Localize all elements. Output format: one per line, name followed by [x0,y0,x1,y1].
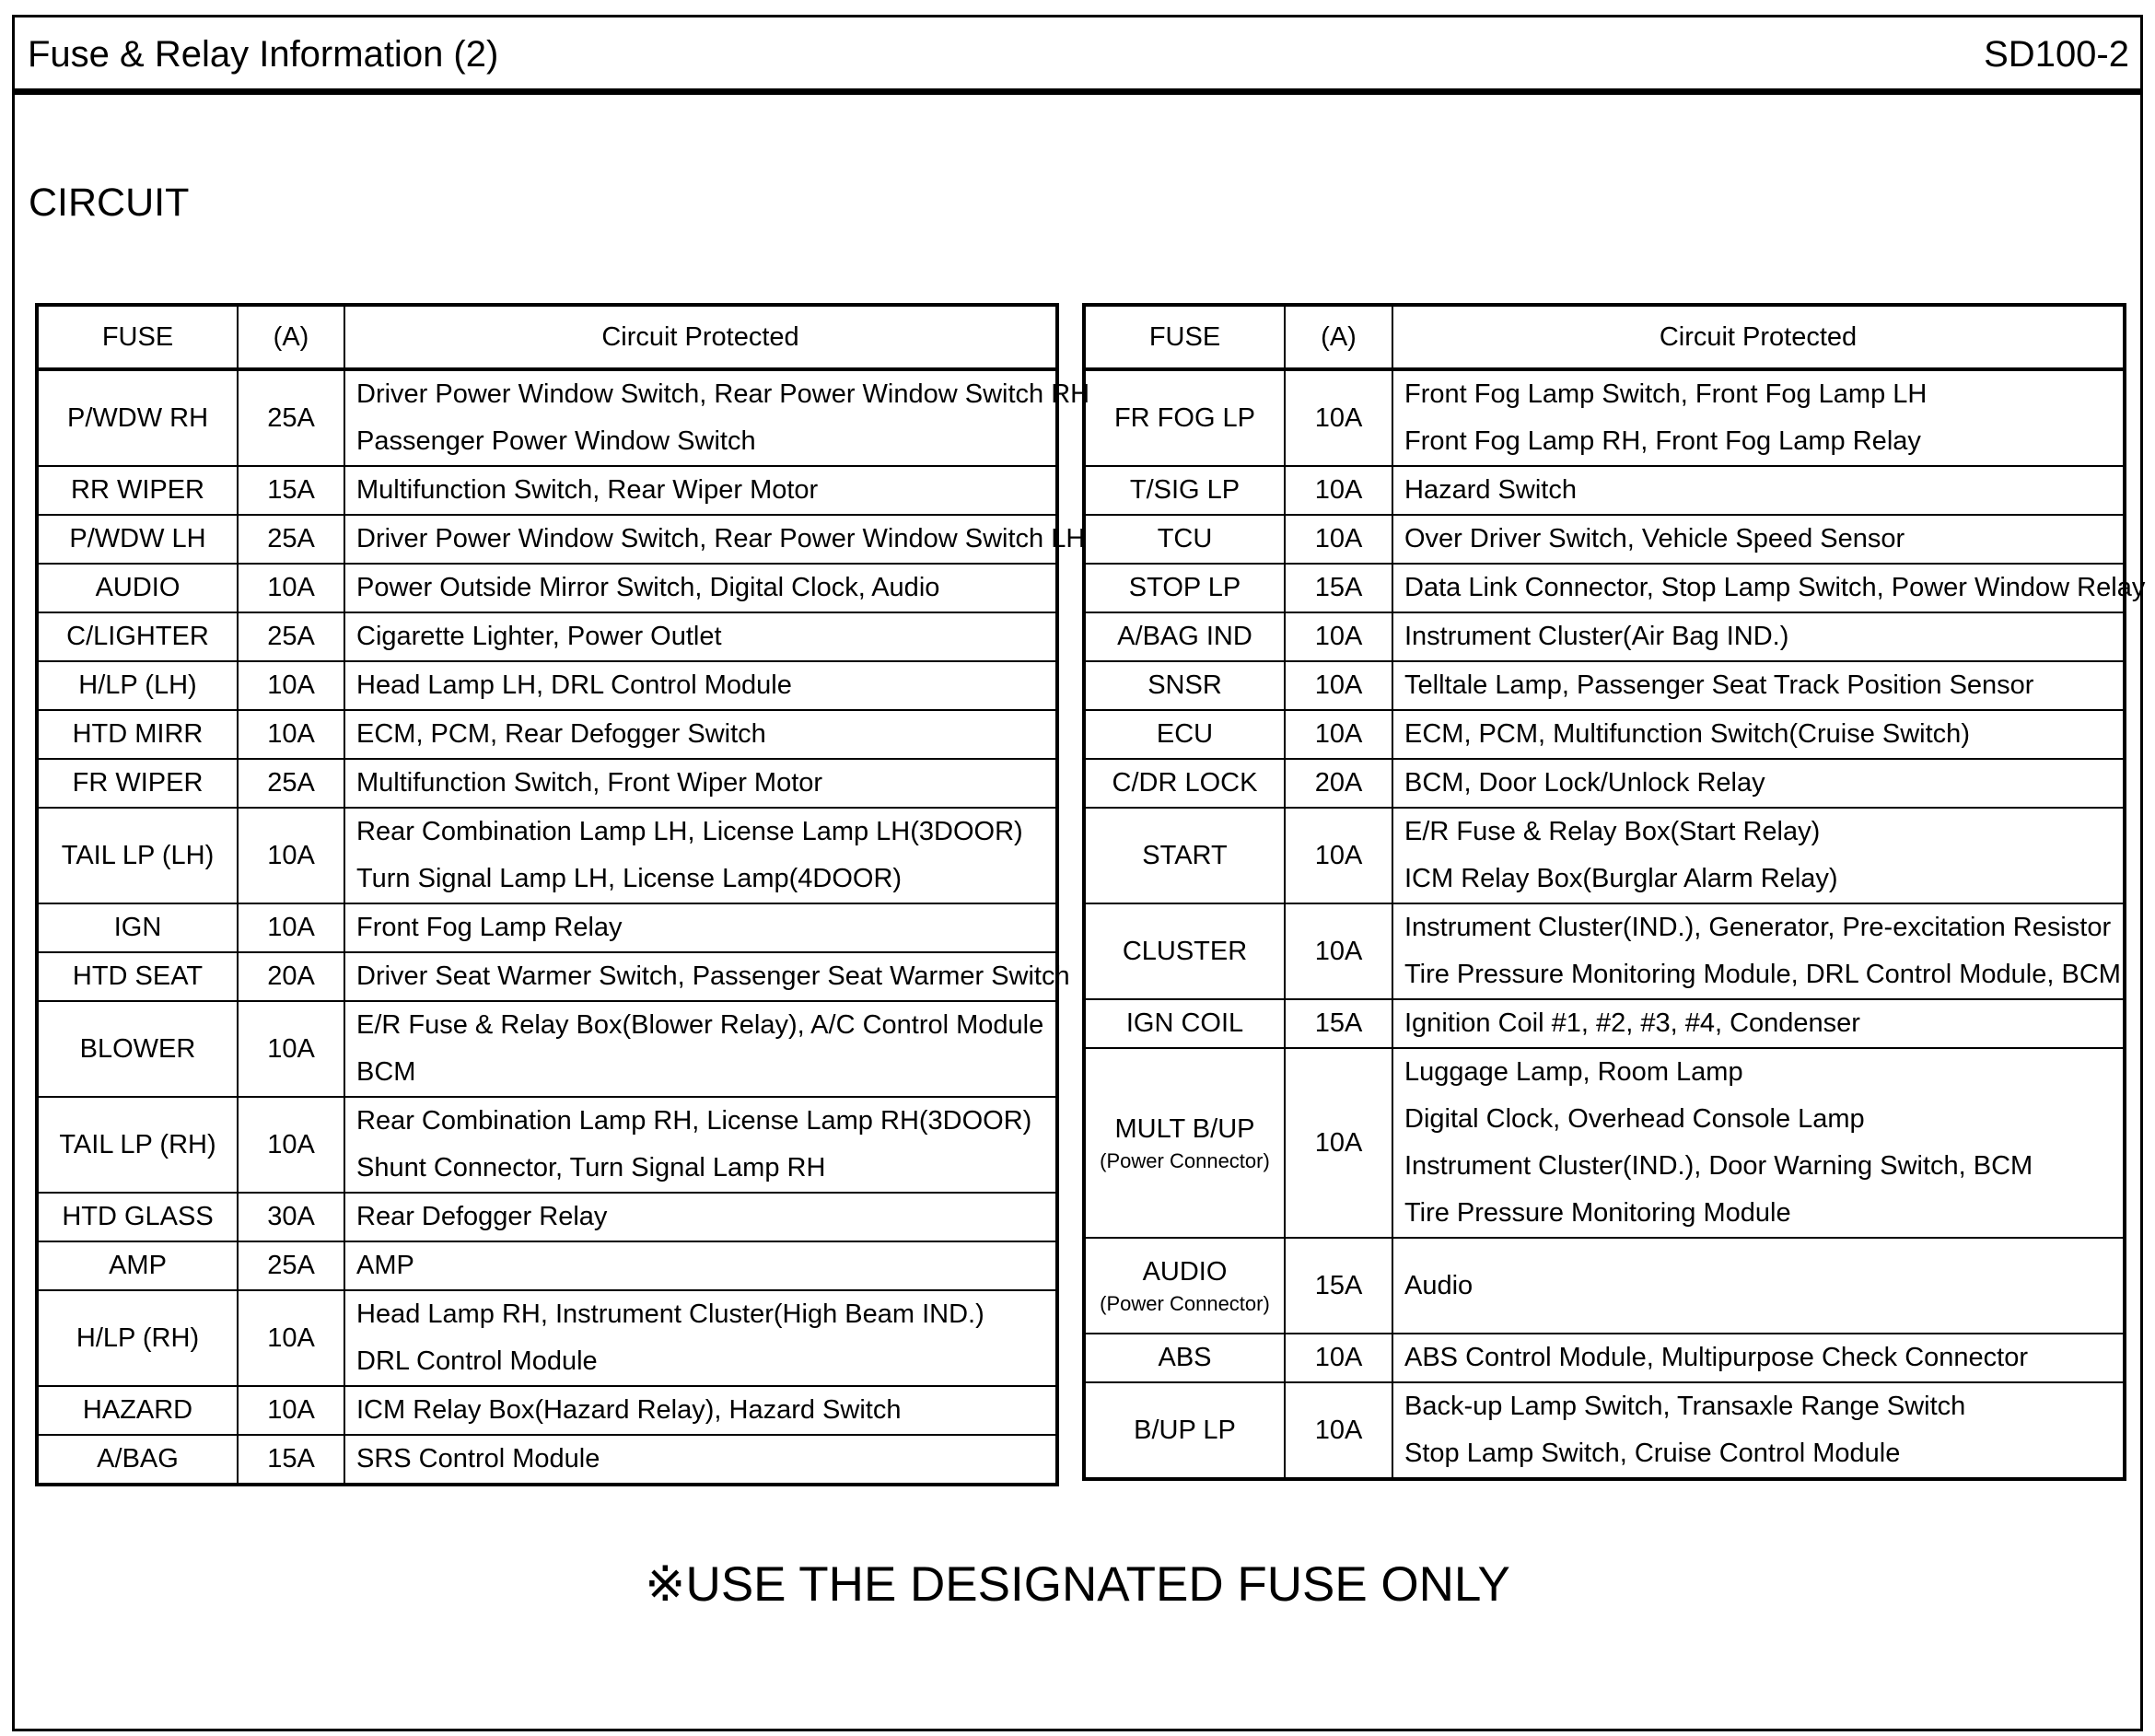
page-code: SD100-2 [1984,34,2129,75]
table-row [1084,808,2125,903]
circuit-line: Multifunction Switch, Rear Wiper Motor [356,475,819,505]
table-row [37,1435,1057,1485]
fuse-name: FR FOG LP [1113,402,1256,433]
fuse-name-cell [37,1001,238,1097]
column-header-fuse: FUSE [37,305,238,369]
fuse-name-cell [37,1435,238,1485]
table-header-row [1084,305,2125,369]
fuse-name: H/LP (RH) [76,1322,200,1353]
fuse-name-cell [1084,515,1285,564]
circuit-line: Driver Seat Warmer Switch, Passenger Seat Warmer Switch [356,961,1070,991]
fuse-name: AUDIO [1142,1257,1228,1287]
fuse-amps-cell: 20A [238,952,344,1001]
fuse-amps-cell: 10A [238,808,344,903]
circuit-protected-cell [344,903,1057,952]
column-header-circuit: Circuit Protected [1392,305,2125,369]
fuse-amps-cell: 10A [1285,710,1392,759]
table-row [37,466,1057,515]
circuit-line: Over Driver Switch, Vehicle Speed Sensor [1404,524,1905,553]
circuit-line: Instrument Cluster(IND.), Door Warning Switch, BCM [1404,1151,2033,1181]
fuse-amps-cell: 10A [1285,369,1392,466]
fuse-name-cell [37,564,238,612]
fuse-name-cell [1084,808,1285,903]
circuit-protected-cell [344,759,1057,808]
fuse-name: MULT B/UP [1114,1114,1255,1144]
circuit-line: Rear Combination Lamp LH, License Lamp LH(3DOOR) [356,817,1023,846]
fuse-name: HAZARD [82,1395,193,1425]
fuse-name-cell [37,466,238,515]
fuse-amps-cell: 10A [1285,466,1392,515]
table-row [1084,903,2125,999]
circuit-line: Ignition Coil #1, #2, #3, #4, Condenser [1404,1008,1860,1038]
fuse-name-cell [37,369,238,466]
fuse-amps-cell: 10A [238,1097,344,1193]
fuse-name-cell [1084,1048,1285,1238]
circuit-line: AMP [356,1251,414,1280]
table-row [1084,1048,2125,1238]
circuit-protected-cell [344,1386,1057,1435]
circuit-protected-cell [1392,369,2125,466]
circuit-protected-cell [1392,1382,2125,1479]
fuse-amps-cell: 15A [238,1435,344,1485]
circuit-line: Front Fog Lamp Relay [356,913,623,942]
circuit-line: Front Fog Lamp RH, Front Fog Lamp Relay [1404,426,1921,456]
fuse-name: ECU [1156,719,1214,749]
fuse-name-cell [37,1290,238,1386]
fuse-amps-cell: 25A [238,515,344,564]
fuse-amps-cell: 25A [238,612,344,661]
circuit-line: ICM Relay Box(Hazard Relay), Hazard Switch [356,1395,902,1425]
circuit-line: Front Fog Lamp Switch, Front Fog Lamp LH [1404,379,1928,409]
fuse-amps-cell: 15A [1285,1238,1392,1334]
table-row [1084,369,2125,466]
fuse-name-cell [37,759,238,808]
circuit-line: Rear Defogger Relay [356,1202,608,1231]
table-row [1084,759,2125,808]
fuse-name-cell [37,1386,238,1435]
fuse-amps-cell: 10A [238,710,344,759]
fuse-note: ※USE THE DESIGNATED FUSE ONLY [645,1557,1510,1612]
table-row [37,1386,1057,1435]
fuse-name-cell [1084,661,1285,710]
circuit-protected-cell [1392,710,2125,759]
circuit-line: Back-up Lamp Switch, Transaxle Range Switch [1404,1392,1966,1421]
circuit-line: Hazard Switch [1404,475,1577,505]
fuse-name: HTD GLASS [62,1202,214,1231]
column-header-circuit: Circuit Protected [344,305,1057,369]
fuse-name: HTD MIRR [72,719,204,749]
circuit-line: Cigarette Lighter, Power Outlet [356,622,722,651]
fuse-name-cell [37,808,238,903]
fuse-amps-cell: 10A [238,1290,344,1386]
fuse-amps-cell: 25A [238,369,344,466]
column-header-amps: (A) [1285,305,1392,369]
circuit-protected-cell [1392,612,2125,661]
fuse-table-left-body [37,369,1090,1485]
circuit-line: Driver Power Window Switch, Rear Power Window Switch RH [356,379,1090,409]
fuse-name-cell [37,1241,238,1290]
fuse-name: IGN [113,913,162,942]
circuit-line: Tire Pressure Monitoring Module, DRL Control Module, BCM [1404,960,2121,989]
circuit-protected-cell [344,1001,1057,1097]
table-row [37,1001,1057,1097]
fuse-amps-cell: 10A [238,903,344,952]
circuit-protected-cell [344,710,1057,759]
circuit-protected-cell [344,466,1057,515]
circuit-line: E/R Fuse & Relay Box(Blower Relay), A/C Control Module [356,1010,1044,1040]
circuit-protected-cell [344,612,1057,661]
page-title: Fuse & Relay Information (2) [28,34,499,75]
table-row [1084,1382,2125,1479]
fuse-name-cell [1084,759,1285,808]
table-row [37,1290,1057,1386]
circuit-line: Audio [1404,1270,1474,1300]
circuit-protected-cell [1392,1238,2125,1334]
fuse-name-cell [37,515,238,564]
table-row [37,903,1057,952]
fuse-amps-cell: 10A [1285,612,1392,661]
circuit-protected-cell [1392,999,2125,1048]
fuse-name: AMP [109,1251,167,1280]
circuit-protected-cell [344,515,1086,564]
fuse-name-cell [1084,903,1285,999]
circuit-protected-cell [344,1193,1057,1241]
table-row [37,661,1057,710]
circuit-protected-cell [344,1290,1057,1386]
circuit-protected-cell [1392,661,2125,710]
table-row [37,1097,1057,1193]
fuse-amps-cell: 10A [1285,1382,1392,1479]
circuit-line: Shunt Connector, Turn Signal Lamp RH [356,1153,826,1183]
fuse-name: FR WIPER [72,768,204,798]
fuse-subtitle: (Power Connector) [1100,1292,1270,1315]
fuse-name: C/LIGHTER [66,622,209,651]
fuse-name: STOP LP [1128,573,1241,602]
circuit-line: Telltale Lamp, Passenger Seat Track Position Sensor [1404,670,2034,700]
fuse-amps-cell: 25A [238,759,344,808]
circuit-protected-cell [344,808,1057,903]
fuse-amps-cell: 10A [238,1001,344,1097]
fuse-name: HTD SEAT [72,961,204,991]
circuit-protected-cell [344,952,1070,1001]
circuit-protected-cell [1392,564,2146,612]
fuse-name: C/DR LOCK [1112,768,1258,798]
circuit-protected-cell [344,564,1057,612]
table-row [37,759,1057,808]
circuit-line: Passenger Power Window Switch [356,426,756,456]
section-title: CIRCUIT [29,181,190,225]
column-header-fuse: FUSE [1084,305,1285,369]
circuit-line: Digital Clock, Overhead Console Lamp [1404,1104,1865,1134]
circuit-line: E/R Fuse & Relay Box(Start Relay) [1404,817,1821,846]
fuse-subtitle: (Power Connector) [1100,1149,1270,1172]
fuse-name-cell [1084,369,1285,466]
fuse-amps-cell: 10A [1285,903,1392,999]
fuse-name: BLOWER [79,1033,196,1064]
fuse-amps-cell: 10A [238,661,344,710]
fuse-name-cell [1084,999,1285,1048]
fuse-name: B/UP LP [1134,1415,1236,1445]
fuse-name-cell [1084,466,1285,515]
circuit-line: ECM, PCM, Rear Defogger Switch [356,719,766,749]
fuse-name-cell [1084,1382,1285,1479]
circuit-line: Instrument Cluster(Air Bag IND.) [1404,622,1789,651]
circuit-protected-cell [1392,1334,2125,1382]
circuit-protected-cell [1392,1048,2125,1238]
fuse-name-cell [37,1097,238,1193]
fuse-name-cell [37,1193,238,1241]
circuit-line: Stop Lamp Switch, Cruise Control Module [1404,1439,1901,1468]
circuit-line: Turn Signal Lamp LH, License Lamp(4DOOR) [356,864,903,893]
circuit-line: ABS Control Module, Multipurpose Check Connector [1404,1343,2028,1372]
circuit-protected-cell [1392,466,2125,515]
fuse-name: P/WDW LH [69,524,206,553]
fuse-name-cell [37,661,238,710]
circuit-line: Head Lamp RH, Instrument Cluster(High Beam IND.) [356,1299,984,1329]
table-row [1084,661,2125,710]
circuit-protected-cell [344,1241,1057,1290]
circuit-line: BCM, Door Lock/Unlock Relay [1404,768,1765,798]
fuse-name: START [1142,840,1228,870]
fuse-name: TAIL LP (LH) [61,840,215,870]
table-row [37,1241,1057,1290]
fuse-name: AUDIO [95,573,181,602]
circuit-line: Rear Combination Lamp RH, License Lamp RH(3DOOR) [356,1106,1032,1136]
fuse-table-right [1082,303,2146,1481]
fuse-name: A/BAG [97,1444,179,1474]
circuit-line: Head Lamp LH, DRL Control Module [356,670,792,700]
table-row [37,564,1057,612]
fuse-amps-cell: 10A [1285,1334,1392,1382]
circuit-protected-cell [1392,759,2125,808]
fuse-name-cell [1084,564,1285,612]
fuse-table-right-body [1084,369,2146,1479]
table-header-row [37,305,1057,369]
fuse-amps-cell: 10A [1285,808,1392,903]
circuit-protected-cell [344,1097,1057,1193]
table-row [37,612,1057,661]
fuse-amps-cell: 10A [238,1386,344,1435]
fuse-amps-cell: 30A [238,1193,344,1241]
page-header [15,17,2140,95]
table-row [37,369,1057,466]
circuit-line: DRL Control Module [356,1346,598,1376]
fuse-name: CLUSTER [1122,936,1248,966]
fuse-amps-cell: 15A [1285,999,1392,1048]
circuit-line: ECM, PCM, Multifunction Switch(Cruise Switch) [1404,719,1970,749]
fuse-name: P/WDW RH [66,402,209,433]
fuse-amps-cell: 10A [1285,661,1392,710]
circuit-protected-cell [344,369,1090,466]
fuse-name: A/BAG IND [1117,622,1252,651]
fuse-name: RR WIPER [71,475,204,505]
fuse-name: SNSR [1147,670,1222,700]
circuit-line: Instrument Cluster(IND.), Generator, Pre-excitation Resistor [1404,913,2112,942]
table-row [1084,999,2125,1048]
table-row [1084,710,2125,759]
circuit-line: ICM Relay Box(Burglar Alarm Relay) [1404,864,1838,893]
table-row [1084,466,2125,515]
circuit-protected-cell [344,1435,1057,1485]
circuit-protected-cell [344,661,1057,710]
circuit-line: Multifunction Switch, Front Wiper Motor [356,768,823,798]
table-row [1084,612,2125,661]
fuse-name-cell [1084,710,1285,759]
fuse-name: T/SIG LP [1129,475,1241,505]
table-row [37,952,1057,1001]
fuse-name-cell [37,710,238,759]
circuit-protected-cell [1392,808,2125,903]
fuse-amps-cell: 25A [238,1241,344,1290]
fuse-amps-cell: 10A [238,564,344,612]
fuse-amps-cell: 20A [1285,759,1392,808]
fuse-name-cell [1084,1334,1285,1382]
fuse-name-cell [37,903,238,952]
circuit-line: Power Outside Mirror Switch, Digital Clock, Audio [356,573,940,602]
table-row [1084,515,2125,564]
fuse-name-cell [1084,612,1285,661]
fuse-name: TAIL LP (RH) [59,1129,216,1159]
fuse-name: ABS [1158,1343,1212,1372]
fuse-name-cell [37,612,238,661]
circuit-line: BCM [356,1057,416,1087]
circuit-protected-cell [1392,903,2125,999]
fuse-amps-cell: 10A [1285,515,1392,564]
table-row [37,515,1057,564]
fuse-name-cell [37,952,238,1001]
fuse-table-left [35,303,1090,1486]
fuse-name-cell [1084,1238,1285,1334]
fuse-amps-cell: 15A [1285,564,1392,612]
fuse-amps-cell: 10A [1285,1048,1392,1238]
fuse-name: H/LP (LH) [78,670,197,700]
table-row [1084,1238,2125,1334]
table-row [37,808,1057,903]
column-header-amps: (A) [238,305,344,369]
fuse-name: TCU [1157,524,1213,553]
circuit-line: Data Link Connector, Stop Lamp Switch, Power Window Relay [1404,573,2146,602]
circuit-line: SRS Control Module [356,1444,600,1474]
fuse-amps-cell: 15A [238,466,344,515]
circuit-line: Tire Pressure Monitoring Module [1404,1198,1791,1228]
fuse-name: IGN COIL [1125,1008,1244,1038]
table-row [37,1193,1057,1241]
circuit-line: Driver Power Window Switch, Rear Power Window Switch LH [356,524,1086,553]
table-row [37,710,1057,759]
circuit-protected-cell [1392,515,2125,564]
circuit-line: Luggage Lamp, Room Lamp [1404,1057,1743,1087]
table-row [1084,564,2125,612]
table-row [1084,1334,2125,1382]
